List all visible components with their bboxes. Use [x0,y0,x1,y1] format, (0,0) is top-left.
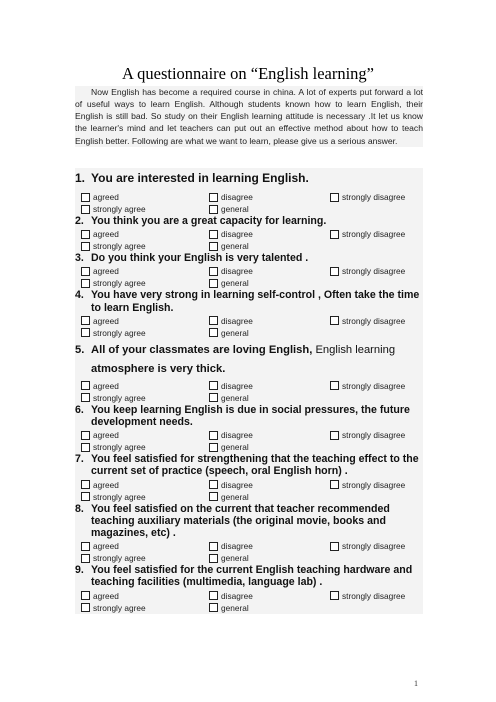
option-general[interactable] [209,441,249,453]
checkbox-icon[interactable] [81,267,90,276]
question-number: 5. [75,343,85,356]
question-number: 7. [75,453,84,466]
checkbox-icon[interactable] [209,279,218,288]
page-title: A questionnaire on “English learning” [121,64,375,83]
option-strongly-disagree[interactable] [330,590,405,602]
option-label: strongly disagree [342,590,406,601]
option-agreed[interactable] [81,265,119,277]
question-9 [75,564,423,613]
checkbox-icon[interactable] [81,542,90,551]
option-agreed[interactable] [81,380,119,392]
option-label: strongly agree [93,602,146,613]
checkbox-icon[interactable] [330,431,339,440]
answer-options [75,314,423,339]
checkbox-icon[interactable] [330,230,339,239]
checkbox-icon[interactable] [209,480,218,489]
option-disagree[interactable] [209,228,253,240]
checkbox-icon[interactable] [81,381,90,390]
answer-options [75,428,423,453]
option-label: strongly agree [93,278,146,289]
answer-options [75,589,423,614]
option-label: strongly disagree [342,266,406,277]
question-title [75,168,423,190]
option-agreed[interactable] [81,429,119,441]
question-text: You are interested in learning English. [91,171,309,185]
option-label: general [221,241,249,252]
option-label: strongly agree [93,442,146,453]
option-label: disagree [221,315,253,326]
question-number: 9. [75,564,84,577]
checkbox-icon[interactable] [209,381,218,390]
answer-options [75,539,423,564]
checkbox-icon[interactable] [209,230,218,239]
checkbox-icon[interactable] [81,230,90,239]
question-text: You think you are a great capacity for learning. [91,215,327,227]
option-general[interactable] [209,327,249,339]
checkbox-icon[interactable] [209,242,218,251]
checkbox-icon[interactable] [209,431,218,440]
option-agreed[interactable] [81,228,119,240]
question-title [75,453,423,477]
question-title [75,503,423,540]
option-label: disagree [221,541,253,552]
option-general[interactable] [209,602,249,614]
option-label: strongly disagree [342,430,406,441]
option-label: general [221,553,249,564]
option-label: agreed [93,229,119,240]
option-general[interactable] [209,203,249,215]
question-title [75,289,423,313]
option-label: general [221,392,249,403]
option-agreed[interactable] [81,315,119,327]
option-disagree[interactable] [209,380,253,392]
page-number: 1 [414,679,418,688]
checkbox-icon[interactable] [209,328,218,337]
question-1 [75,168,423,215]
checkbox-icon[interactable] [209,316,218,325]
question-text: You have very strong in learning self-control , Often take the time to learn English. [91,289,420,314]
option-strongly-disagree[interactable] [330,228,405,240]
checkbox-icon[interactable] [81,431,90,440]
checkbox-icon[interactable] [209,193,218,202]
option-strongly-agree[interactable] [81,277,146,289]
question-title [75,404,423,428]
option-label: agreed [93,315,119,326]
question-4 [75,289,423,338]
option-general[interactable] [209,491,249,503]
option-strongly-disagree[interactable] [330,380,405,392]
checkbox-icon[interactable] [330,267,339,276]
option-disagree[interactable] [209,315,253,327]
option-general[interactable] [209,277,249,289]
question-text: You feel satisfied on the current that teacher recommended teaching auxiliary materials (the original movie, books and magazines, etc) . [91,502,390,540]
option-label: general [221,204,249,214]
question-text-continued: English learning [315,343,396,356]
option-general[interactable] [209,240,249,252]
option-label: strongly agree [93,241,146,252]
option-label: disagree [221,430,253,441]
question-text: You feel satisfied for strengthening that the teaching effect to the current set of practice (speech, oral English horn) . [91,453,419,478]
option-strongly-disagree[interactable] [330,540,405,552]
option-agreed[interactable] [81,191,119,203]
question-title [75,339,423,379]
checkbox-icon[interactable] [330,542,339,551]
checkbox-icon[interactable] [209,492,218,501]
checkbox-icon[interactable] [209,205,218,214]
option-agreed[interactable] [81,479,119,491]
option-label: disagree [221,380,253,391]
question-title [75,252,423,264]
checkbox-icon[interactable] [209,393,218,402]
question-text: You keep learning English is due in social pressures, the future development needs. [91,403,410,429]
checkbox-icon[interactable] [209,542,218,551]
checkbox-icon[interactable] [81,316,90,325]
option-label: disagree [221,479,253,490]
option-strongly-disagree[interactable] [330,191,405,203]
question-title [75,564,423,588]
question-number: 4. [75,289,84,302]
option-strongly-agree[interactable] [81,392,146,404]
option-label: strongly disagree [342,315,406,326]
option-disagree[interactable] [209,265,253,277]
question-5 [75,339,423,404]
option-disagree[interactable] [209,479,253,491]
checkbox-icon[interactable] [81,603,90,612]
option-general[interactable] [209,552,249,564]
question-2 [75,215,423,252]
option-label: agreed [93,266,119,277]
checkbox-icon[interactable] [209,603,218,612]
checkbox-icon[interactable] [81,242,90,251]
question-text: All of your classmates are loving English, [91,343,313,356]
question-8 [75,503,423,565]
checkbox-icon[interactable] [81,393,90,402]
checkbox-icon[interactable] [330,480,339,489]
intro-text: Now English has become a required course in china. A lot of experts put forward a lot of useful ways to learn English. Although students known how to learn English, their English is still bad. So study on their English learning attitude is necessary .It let us know the learner's mind and let teachers can put out an effective method about how to teach English better. Following are what we want to learn, please give us a serious answer. [75,87,423,146]
option-label: strongly disagree [342,380,406,391]
option-strongly-agree[interactable] [81,441,146,453]
option-strongly-disagree[interactable] [330,315,405,327]
checkbox-icon[interactable] [81,480,90,489]
question-text-block [91,341,423,379]
option-label: strongly agree [93,553,146,564]
option-label: disagree [221,590,253,601]
option-label: strongly agree [93,392,146,403]
option-disagree[interactable] [209,540,253,552]
option-general[interactable] [209,392,249,404]
question-title [75,215,423,227]
option-strongly-disagree[interactable] [330,479,405,491]
question-7 [75,453,423,502]
option-label: strongly agree [93,327,146,338]
checkbox-icon[interactable] [81,205,90,214]
option-label: agreed [93,192,119,202]
option-label: general [221,442,249,453]
checkbox-icon[interactable] [330,591,339,600]
checkbox-icon[interactable] [209,591,218,600]
option-label: disagree [221,229,253,240]
answer-options [75,190,423,215]
answer-options [75,264,423,289]
answer-options [75,227,423,252]
option-label: strongly agree [93,491,146,502]
checkbox-icon[interactable] [81,328,90,337]
question-number: 8. [75,502,84,515]
checkbox-icon[interactable] [330,316,339,325]
checkbox-icon[interactable] [81,492,90,501]
question-number: 2. [75,215,84,227]
option-strongly-agree[interactable] [81,491,146,503]
checkbox-icon[interactable] [209,443,218,452]
checkbox-icon[interactable] [81,554,90,563]
option-strongly-agree[interactable] [81,240,146,252]
checkbox-icon[interactable] [330,381,339,390]
option-label: agreed [93,590,119,601]
question-text: Do you think your English is very talented . [91,252,309,265]
checkbox-icon[interactable] [81,591,90,600]
question-3 [75,252,423,289]
question-number: 3. [75,252,84,265]
question-text-end: atmosphere is very thick. [91,362,226,375]
option-disagree[interactable] [209,191,253,203]
option-label: general [221,327,249,338]
option-label: disagree [221,192,253,202]
intro-paragraph [75,86,423,147]
option-label: agreed [93,380,119,391]
option-agreed[interactable] [81,590,119,602]
option-strongly-agree[interactable] [81,552,146,564]
option-agreed[interactable] [81,540,119,552]
option-label: agreed [93,430,119,441]
option-label: strongly disagree [342,192,406,202]
option-strongly-agree[interactable] [81,602,146,614]
option-strongly-disagree[interactable] [330,429,405,441]
answer-options [75,379,423,404]
checkbox-icon[interactable] [81,193,90,202]
answer-options [75,478,423,503]
option-strongly-agree[interactable] [81,327,146,339]
question-6 [75,404,423,453]
option-label: general [221,278,249,289]
option-label: agreed [93,479,119,490]
option-strongly-agree[interactable] [81,203,146,215]
checkbox-icon[interactable] [209,554,218,563]
option-label: strongly disagree [342,479,406,490]
option-label: general [221,491,249,502]
option-strongly-disagree[interactable] [330,265,405,277]
option-disagree[interactable] [209,590,253,602]
question-text: You feel satisfied for the current English teaching hardware and teaching facilities (multimedia, language lab) . [91,564,413,589]
question-list [75,168,423,614]
question-number: 6. [75,403,84,416]
option-label: strongly disagree [342,541,406,552]
checkbox-icon[interactable] [81,279,90,288]
option-label: general [221,602,249,613]
checkbox-icon[interactable] [330,193,339,202]
option-label: strongly disagree [342,229,406,240]
option-label: strongly agree [93,204,146,214]
option-disagree[interactable] [209,429,253,441]
option-label: agreed [93,541,119,552]
checkbox-icon[interactable] [209,267,218,276]
question-number: 1. [75,171,86,185]
checkbox-icon[interactable] [81,443,90,452]
option-label: disagree [221,266,253,277]
